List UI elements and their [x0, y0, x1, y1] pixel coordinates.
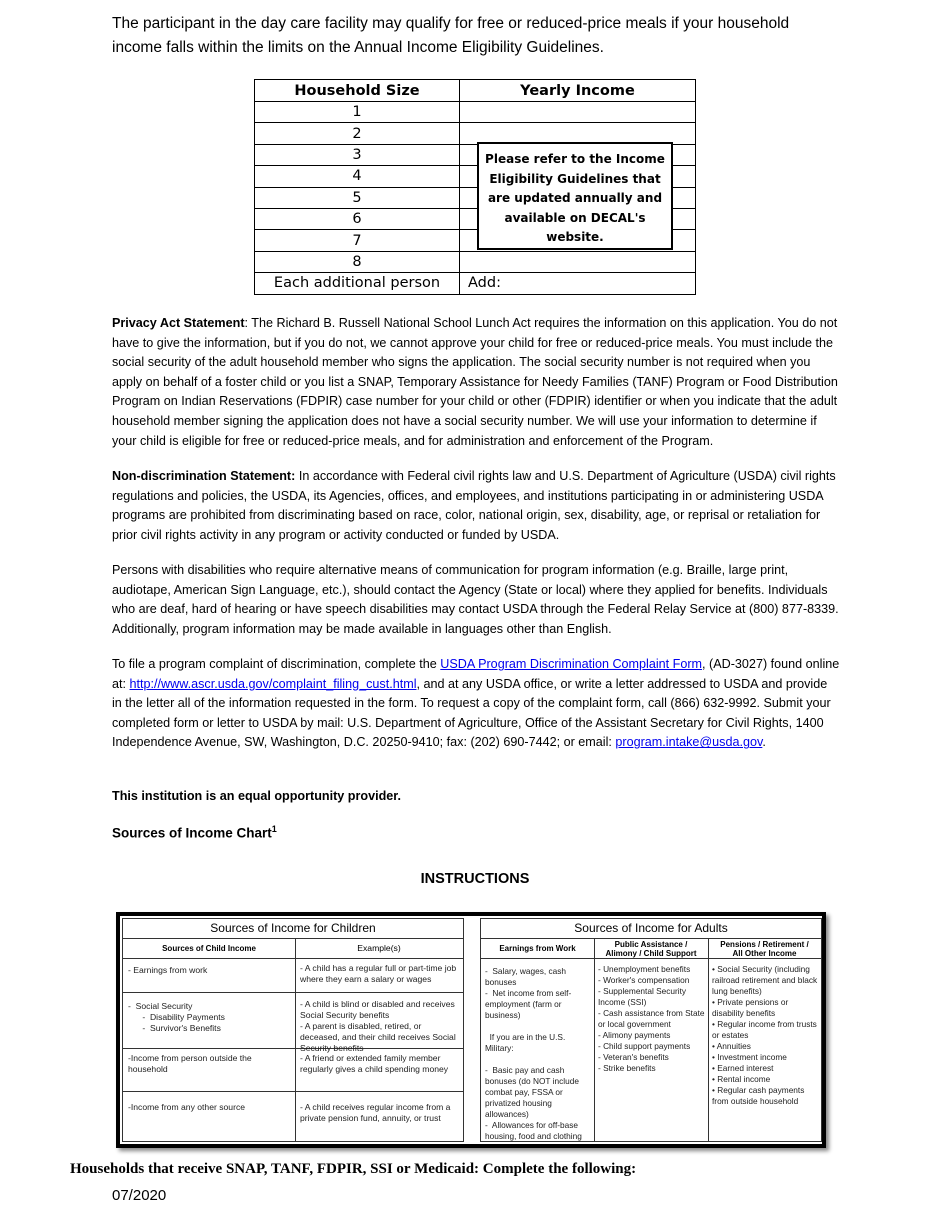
complaint-paragraph	[112, 655, 840, 753]
sources-footnote-marker: 1	[271, 824, 277, 834]
instructions-heading: INSTRUCTIONS	[420, 871, 530, 887]
adults-panel-title: Sources of Income for Adults	[481, 919, 821, 939]
nondiscrimination-label: Non-discrimination Statement:	[112, 469, 296, 483]
table-header-row	[255, 80, 696, 102]
adult-work-list: - Salary, wages, cash bonuses - Net income from self-employment (farm or business) If you are in the U.S. Military: - Basic pay and cash bonuses (do NOT include combat pay, FSSA or privatized housing allowances) - Allowances for off-base housing, food and clothing	[485, 966, 582, 1141]
household-size-cell: 4	[255, 166, 460, 187]
adult-pensions-list: • Social Security (including railroad retirement and black lung benefits) • Private pensions or disability benefits • Regular income from trusts or estates • Annuities • Investment income • Earned interest • Rental income • Regular cash payments from outside household	[712, 964, 818, 1106]
table-row	[255, 251, 696, 272]
children-panel-title: Sources of Income for Children	[123, 919, 463, 939]
adult-assistance-list: - Unemployment benefits - Worker's compensation - Supplemental Security Income (SSI) - Cash assistance from State or local government - Alimony payments - Child support payments - Veteran's benefits - Strike benefits	[598, 964, 705, 1073]
column-divider	[708, 939, 709, 1141]
intro-block	[112, 12, 840, 60]
complaint-form-link[interactable]: USDA Program Discrimination Complaint Form	[440, 657, 703, 671]
household-size-cell: 1	[255, 102, 460, 123]
household-size-cell: 7	[255, 230, 460, 251]
household-size-cell: Each additional person	[255, 273, 460, 294]
row-divider	[123, 992, 463, 993]
child-source-other: -Income from any other source	[128, 1102, 246, 1112]
intro-text: The participant in the day care facility may qualify for free or reduced-price meals if your household income falls within the limits on the Annual Income Eligibility Guidelines.	[112, 15, 790, 56]
household-size-cell: 5	[255, 187, 460, 208]
nondiscrimination-statement	[112, 467, 840, 545]
additional-income-cell: Add:	[460, 273, 696, 294]
child-example-earnings: - A child has a regular full or part-time job where they earn a salary or wages	[300, 963, 459, 984]
child-example-other: - A child receives regular income from a private pension fund, annuity, or trust	[300, 1102, 453, 1123]
table-row	[255, 273, 696, 294]
adult-assistance-header: Public Assistance / Alimony / Child Support	[594, 939, 708, 959]
income-guidelines-note: Please refer to the Income Eligibility Guidelines that are updated annually and available on DECAL's website.	[477, 142, 673, 250]
child-example-outside-person: - A friend or extended family member regularly gives a child spending money	[300, 1053, 449, 1074]
adult-pensions-header: Pensions / Retirement / All Other Income	[708, 939, 821, 959]
children-income-panel	[122, 918, 464, 1142]
child-example-header: Example(s)	[295, 939, 463, 959]
household-size-cell: 2	[255, 123, 460, 144]
privacy-label: Privacy Act Statement	[112, 316, 245, 330]
row-divider	[123, 1091, 463, 1092]
sources-heading-text: Sources of Income Chart	[112, 825, 272, 841]
household-size-cell: 8	[255, 251, 460, 272]
email-link[interactable]: program.intake@usda.gov	[615, 735, 763, 750]
complaint-part2: , (AD-3027) found online at:	[112, 657, 840, 691]
table-row	[255, 102, 696, 123]
column-divider	[594, 939, 595, 1141]
sources-of-income-chart	[116, 912, 826, 1148]
child-source-social-security: - Social Security - Disability Payments - Survivor's Benefits	[128, 1001, 225, 1033]
disabilities-paragraph: Persons with disabilities who require alternative means of communication for program information (e.g. Braille, large print, audiotape, American Sign Language, etc.), should contact the Agency (State or local) where they applied for benefits. Individuals who are deaf, hard of hearing or have speech disabilities may contact USDA through the Federal Relay Service at (800) 877-8339. Additionally, program information may be made available in languages other than English.	[112, 563, 839, 636]
column-divider	[295, 939, 296, 1141]
header-yearly-income: Yearly Income	[460, 80, 696, 102]
yearly-income-cell	[460, 251, 696, 272]
revision-date: 07/2020	[112, 1187, 167, 1204]
child-example-social-security: - A child is blind or disabled and receives Social Security benefits - A parent is disabled, retired, or deceased, and their child receives Social Security benefits	[300, 999, 456, 1053]
child-source-header: Sources of Child Income	[123, 939, 295, 959]
complaint-part4: .	[762, 735, 766, 750]
yearly-income-cell	[460, 102, 696, 123]
adult-work-header: Earnings from Work	[481, 939, 594, 959]
complaint-part1: To file a program complaint of discrimination, complete the	[112, 657, 441, 671]
child-source-earnings: - Earnings from work	[128, 965, 208, 975]
household-size-cell: 3	[255, 144, 460, 165]
household-size-cell: 6	[255, 208, 460, 229]
complaint-part3: , and at any USDA office, or write a letter addressed to USDA and provide in the letter all of the information requested in the form. To request a copy of the complaint form, call (866) 632-9992. Submit your completed form or letter to USDA by mail: U.S. Department of Agriculture, Office of the Assistant Secretary for Civil Rights, 1400 Independence Avenue, SW, Washington, D.C. 20250-9410; fax: (202) 690-7442; or email:	[112, 676, 831, 750]
child-source-outside-person: -Income from person outside the household	[128, 1053, 255, 1074]
sources-heading	[112, 824, 277, 841]
adults-income-panel	[480, 918, 822, 1142]
complaint-url-link[interactable]: http://www.ascr.usda.gov/complaint_filing_cust.html	[129, 676, 417, 691]
equal-opportunity-statement: This institution is an equal opportunity provider.	[112, 789, 401, 803]
nondiscrimination-text: In accordance with Federal civil rights law and U.S. Department of Agriculture (USDA) civil rights regulations and policies, the USDA, its Agencies, offices, and employees, and institutions participating in or administering USDA programs are prohibited from discriminating based on race, color, national origin, sex, disability, age, or reprisal or retaliation for prior civil rights activity in any program or activity conducted or funded by USDA.	[112, 469, 836, 542]
header-household-size: Household Size	[255, 80, 460, 102]
households-instruction: Households that receive SNAP, TANF, FDPIR, SSI or Medicaid: Complete the following:	[70, 1161, 637, 1177]
privacy-text: : The Richard B. Russell National School Lunch Act requires the information on this application. You do not have to give the information, but if you do not, we cannot approve your child for free or reduced-price meals. You must include the social security of the adult household member who signs the application. The social security number is not required when you apply on behalf of a foster child or you list a SNAP, Temporary Assistance for Needy Families (TANF) Program or Food Distribution Program on Indian Reservations (FDPIR) case number for your child or other (FDPIR) identifier or when you indicate that the adult household member signing the application does not have a social security number. We will use your information to determine if your child is eligible for free or reduced-price meals, and for administration and enforcement of the Program.	[112, 316, 838, 448]
privacy-act-statement	[112, 314, 840, 451]
